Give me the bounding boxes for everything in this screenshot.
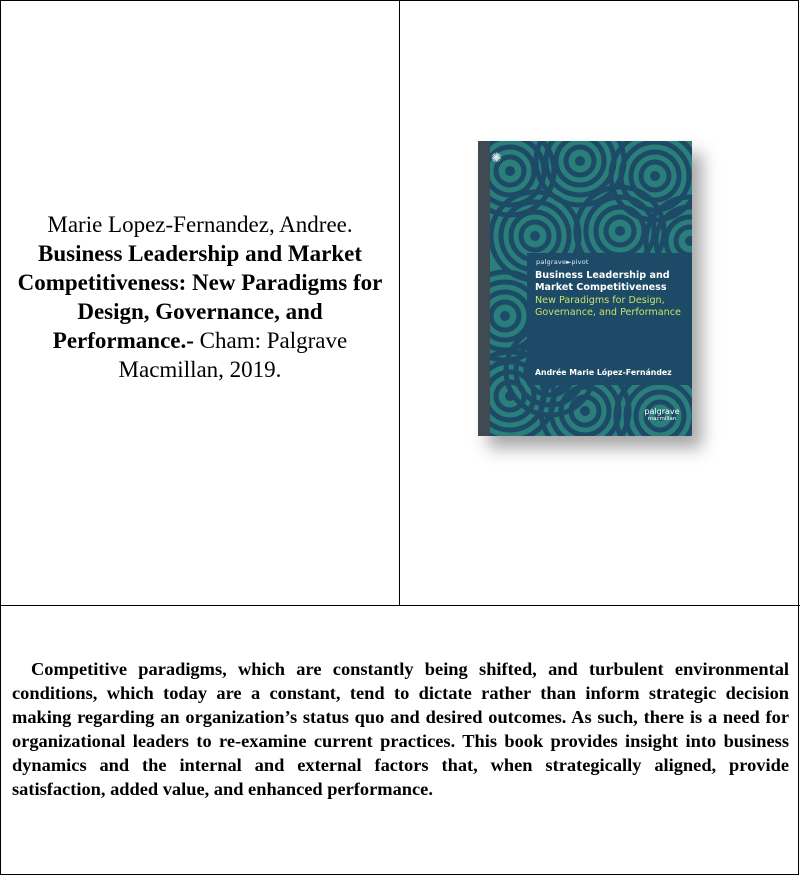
book-abstract: Competitive paradigms, which are constantly being shifted, and turbulent environmental conditions, which today are a constant, tend to dictate rather than inform strategic decision making regarding an organization’s status quo and desired outcomes. As such, there is a need for organizational leaders to re-examine current practices. This book provides insight into business dynamics and the internal and external factors that, when strategically aligned, provide satisfaction, added value, and enhanced performance. <box>12 659 789 799</box>
citation-publication: Cham: Palgrave Macmillan, 2019. <box>118 328 348 382</box>
cover-title-band <box>527 253 692 385</box>
cover-imprint: palgrave►pivot <box>536 258 589 266</box>
publisher-logo-line2: macmillan <box>647 416 677 422</box>
springer-star-icon: ✺ <box>491 151 502 166</box>
citation-author: Marie Lopez-Fernandez, Andree. <box>47 212 353 237</box>
publisher-logo-line1: palgrave <box>644 407 680 416</box>
cover-author: Andrée Marie López-Fernández <box>535 368 672 377</box>
cover-art <box>478 141 692 436</box>
book-citation <box>14 210 386 384</box>
cover-spine <box>478 141 490 436</box>
book-cover <box>478 141 692 436</box>
publisher-logo <box>640 407 684 422</box>
citation-title: Business Leadership and Market Competitiveness: New Paradigms for Design, Governance, and Performance.- <box>17 241 383 353</box>
cover-subtitle: New Paradigms for Design, Governance, and Performance <box>535 295 681 318</box>
row-divider <box>0 605 800 606</box>
column-divider <box>399 0 400 606</box>
cover-title: Business Leadership and Market Competitiveness <box>535 270 670 293</box>
